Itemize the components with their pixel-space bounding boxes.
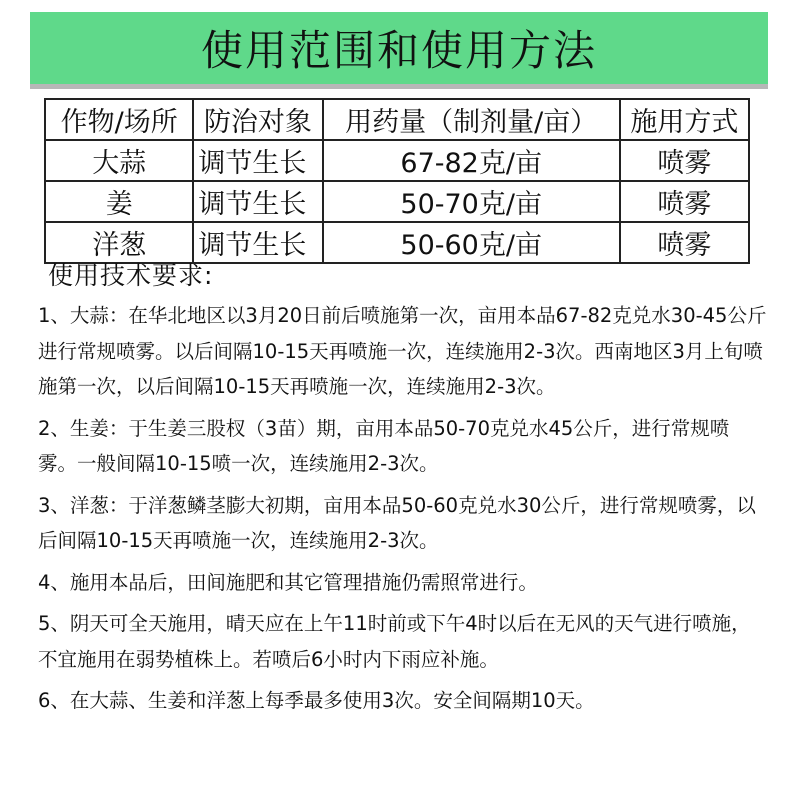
table-header-row <box>45 99 749 140</box>
cell-crop: 大蒜 <box>45 140 193 181</box>
cell-dosage: 67-82克/亩 <box>323 140 620 181</box>
cell-target: 调节生长 <box>193 181 322 222</box>
requirement-item-6: 6、在大蒜、生姜和洋葱上每季最多使用3次。安全间隔期10天。 <box>38 689 595 712</box>
requirements-heading: 使用技术要求: <box>48 261 214 290</box>
usage-table <box>44 98 750 264</box>
requirement-item-1: 1、大蒜：在华北地区以3月20日前后喷施第一次，亩用本品67-82克兑水30-45公斤进行常规喷雾。以后间隔10-15天再喷施一次，连续施用2-3次。西南地区3月上旬喷施第一次，以后间隔10-15天再喷施一次，连续施用2-3次。 <box>38 304 767 398</box>
header-crop: 作物/场所 <box>45 99 193 140</box>
requirement-item-4: 4、施用本品后，田间施肥和其它管理措施仍需照常进行。 <box>38 570 538 594</box>
table-row <box>45 181 749 222</box>
header-dosage: 用药量（制剂量/亩） <box>323 99 620 140</box>
title-banner <box>30 12 768 84</box>
cell-crop: 姜 <box>45 181 193 222</box>
requirement-item-3: 3、洋葱：于洋葱鳞茎膨大初期，亩用本品50-60克兑水30公斤，进行常规喷雾，以后间隔10-15天再喷施一次，连续施用2-3次。 <box>38 493 756 552</box>
cell-dosage: 50-60克/亩 <box>323 222 620 263</box>
cell-method: 喷雾 <box>620 181 749 222</box>
header-target: 防治对象 <box>193 99 322 140</box>
requirement-item-5: 5、阴天可全天施用，晴天应在上午11时前或下午4时以后在无风的天气进行喷施，不宜施用在弱势植株上。若喷后6小时内下雨应补施。 <box>38 612 751 671</box>
cell-method: 喷雾 <box>620 140 749 181</box>
page-title: 使用范围和使用方法 <box>200 26 597 75</box>
cell-method: 喷雾 <box>620 222 749 263</box>
table-row <box>45 140 749 181</box>
cell-target: 调节生长 <box>193 140 322 181</box>
cell-target: 调节生长 <box>193 222 322 263</box>
requirement-item-2: 2、生姜：于生姜三股杈（3苗）期，亩用本品50-70克兑水45公斤，进行常规喷雾。一般间隔10-15喷一次，连续施用2-3次。 <box>38 416 730 475</box>
header-method: 施用方式 <box>620 99 749 140</box>
requirements-list <box>38 298 768 725</box>
cell-dosage: 50-70克/亩 <box>323 181 620 222</box>
cell-crop: 洋葱 <box>45 222 193 263</box>
